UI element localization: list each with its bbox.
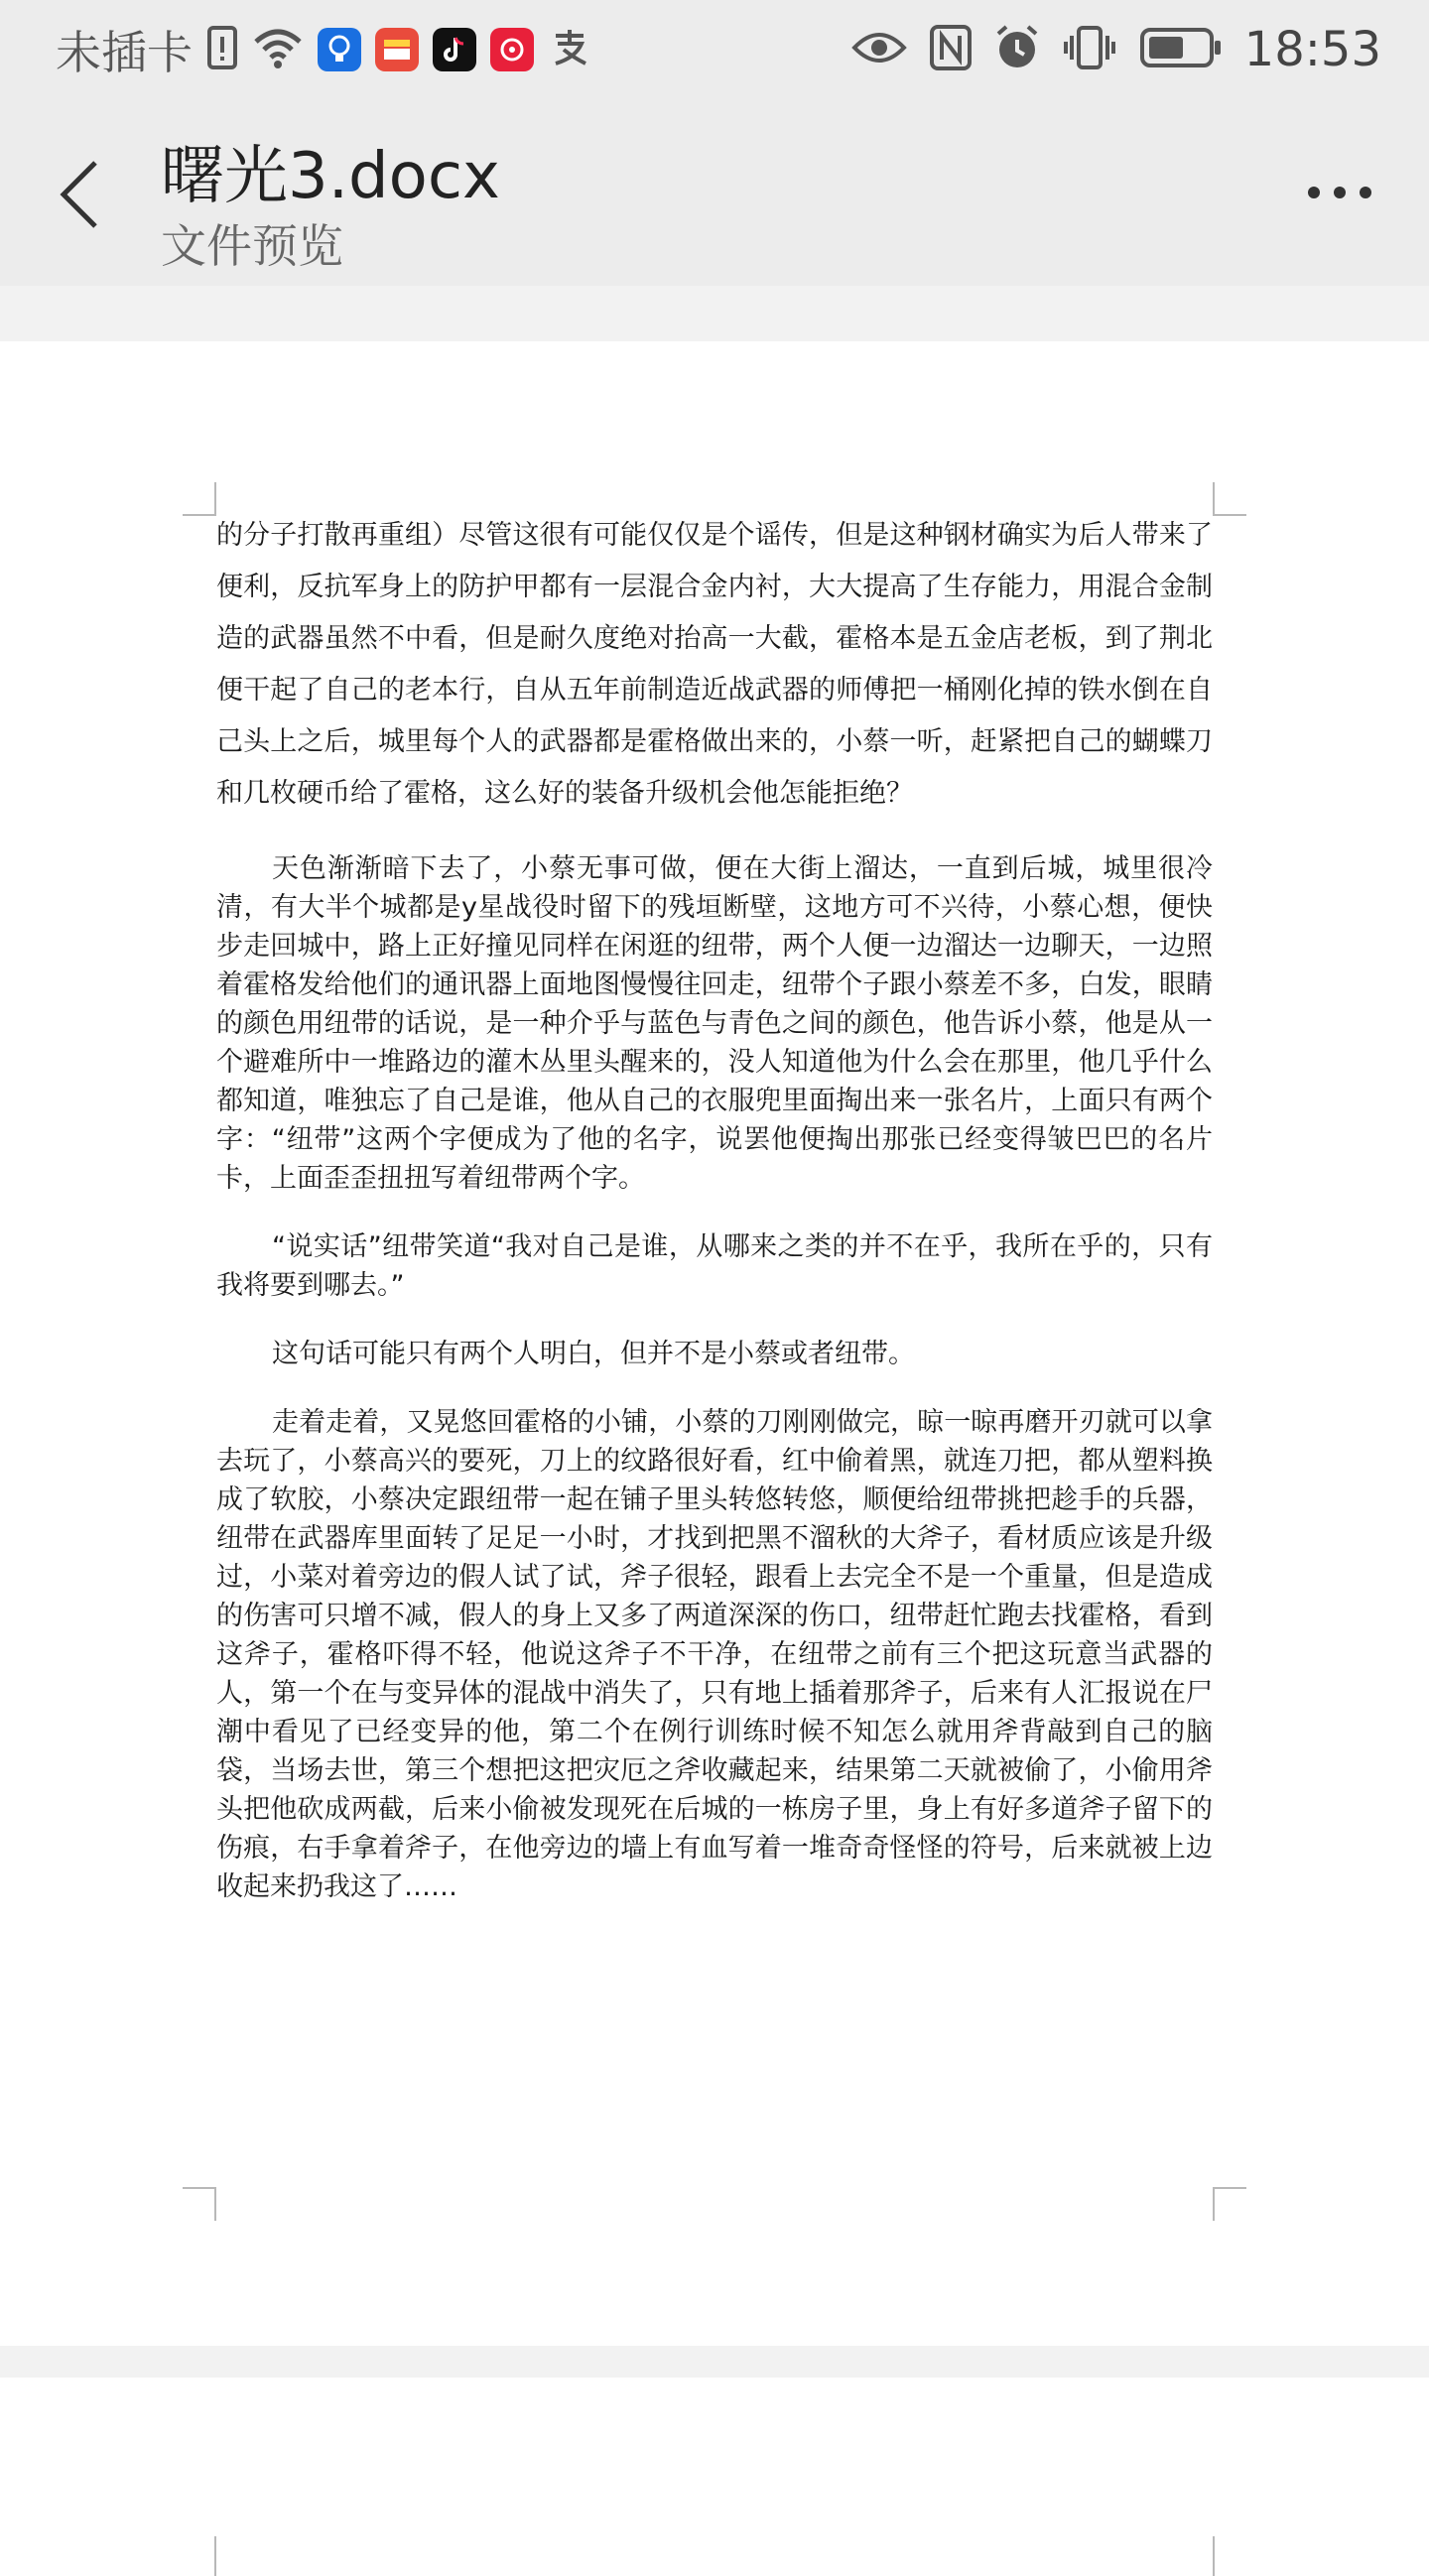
clock-time: 18:53 [1243,22,1381,77]
status-bar [0,0,1429,99]
alipay-icon [548,26,591,73]
nfc-icon [929,24,973,75]
margin-corner-mark [1213,2536,1246,2576]
document-viewer[interactable] [0,286,1429,2540]
alarm-icon [994,24,1040,75]
paragraph: 走着走着，又晃悠回霍格的小铺，小蔡的刀刚刚做完，晾一晾再磨开刃就可以拿去玩了，小蔡高兴的要死，刀上的纹路很好看，红中偷着黑，就连刀把，都从塑料换成了软胶，小蔡决定跟纽带一起在铺子里头转悠转悠，顺便给纽带挑把趁手的兵器，纽带在武器库里面转了足足一小时，才找到把黑不溜秋的大斧子，看材质应该是升级过，小菜对着旁边的假人试了试，斧子很轻，跟看上去完全不是一个重量，但是造成的伤害可只增不减，假人的身上又多了两道深深的伤口，纽带赶忙跑去找霍格，看到这斧子，霍格吓得不轻，他说这斧子不干净，在纽带之前有三个把这玩意当武器的人，第一个在与变异体的混战中消失了，只有地上插着那斧子，后来有人汇报说在尸潮中看见了已经变异的他，第二个在例行训练时候不知怎么就用斧背敲到自己的脑袋，当场去世，第三个想把这把灾厄之斧收藏起来，结果第二天就被偷了，小偷用斧头把他砍成两截，后来小偷被发现死在后城的一栋房子里，身上有好多道斧子留下的伤痕，右手拿着斧子，在他旁边的墙上有血写着一堆奇奇怪怪的符号，后来就被上边收起来扔我这了…… [216,1407,1213,1902]
document-page [0,341,1429,2346]
document-subtitle: 文件预览 [161,219,343,273]
paragraph: 天色渐渐暗下去了，小蔡无事可做，便在大街上溜达，一直到后城，城里很冷清，有大半个城都是y星战役时留下的残垣断壁，这地方可不兴待，小蔡心想，便快步走回城中，路上正好撞见同样在闲逛的纽带，两个人便一边溜达一边聊天，一边照着霍格发给他们的通讯器上面地图慢慢往回走，纽带个子跟小蔡差不多，白发，眼睛的颜色用纽带的话说，是一种介乎与蓝色与青色之间的颜色，他告诉小蔡，他是从一个避难所中一堆路边的灌木丛里头醒来的，没人知道他为什么会在那里，他几乎什么都知道，唯独忘了自己是谁，他从自己的衣服兜里面掏出来一张名片，上面只有两个字：“纽带”这两个字便成为了他的名字，说罢他便掏出那张已经变得皱巴巴的名片卡，上面歪歪扭扭写着纽带两个字。 [216,853,1213,1194]
back-arrow-icon [58,159,101,230]
wifi-icon [252,26,304,73]
margin-corner-mark [183,2187,216,2221]
more-dot-icon [1308,187,1320,198]
paragraph: 这句话可能只有两个人明白，但并不是小蔡或者纽带。 [272,1339,915,1369]
document-title: 曙光3.docx [161,140,500,213]
margin-corner-mark [1213,2187,1246,2221]
carrier-label: 未插卡 [56,26,193,79]
sim-alert-icon [206,25,238,74]
document-body [216,510,1213,1936]
tiktok-app-icon [433,28,476,71]
music-app-icon [490,28,534,71]
more-options-button[interactable] [1290,163,1389,222]
margin-corner-mark [183,482,216,516]
eye-comfort-icon [851,28,907,71]
next-document-page [0,2378,1429,2576]
more-dot-icon [1360,187,1371,198]
battery-icon [1139,26,1223,73]
paragraph: 的分子打散再重组）尽管这很有可能仅仅是个谣传，但是这种钢材确实为后人带来了便利，反抗军身上的防护甲都有一层混合金内衬，大大提高了生存能力，用混合金制造的武器虽然不中看，但是耐久度绝对抬高一大截，霍格本是五金店老板，到了荆北便干起了自己的老本行，自从五年前制造近战武器的师傅把一桶刚化掉的铁水倒在自己头上之后，城里每个人的武器都是霍格做出来的，小蔡一听，赶紧把自己的蝴蝶刀和几枚硬币给了霍格，这么好的装备升级机会他怎能拒绝？ [216,520,1213,809]
back-button[interactable] [40,145,119,244]
margin-corner-mark [1213,482,1246,516]
app-bar [0,99,1429,286]
paragraph: “说实话”纽带笑道“我对自己是谁，从哪来之类的并不在乎，我所在乎的，只有我将要到哪去。” [216,1231,1213,1301]
bulb-app-icon [318,28,361,71]
vibrate-icon [1062,24,1117,75]
more-dot-icon [1334,187,1346,198]
wallet-app-icon [375,28,419,71]
margin-corner-mark [183,2536,216,2576]
